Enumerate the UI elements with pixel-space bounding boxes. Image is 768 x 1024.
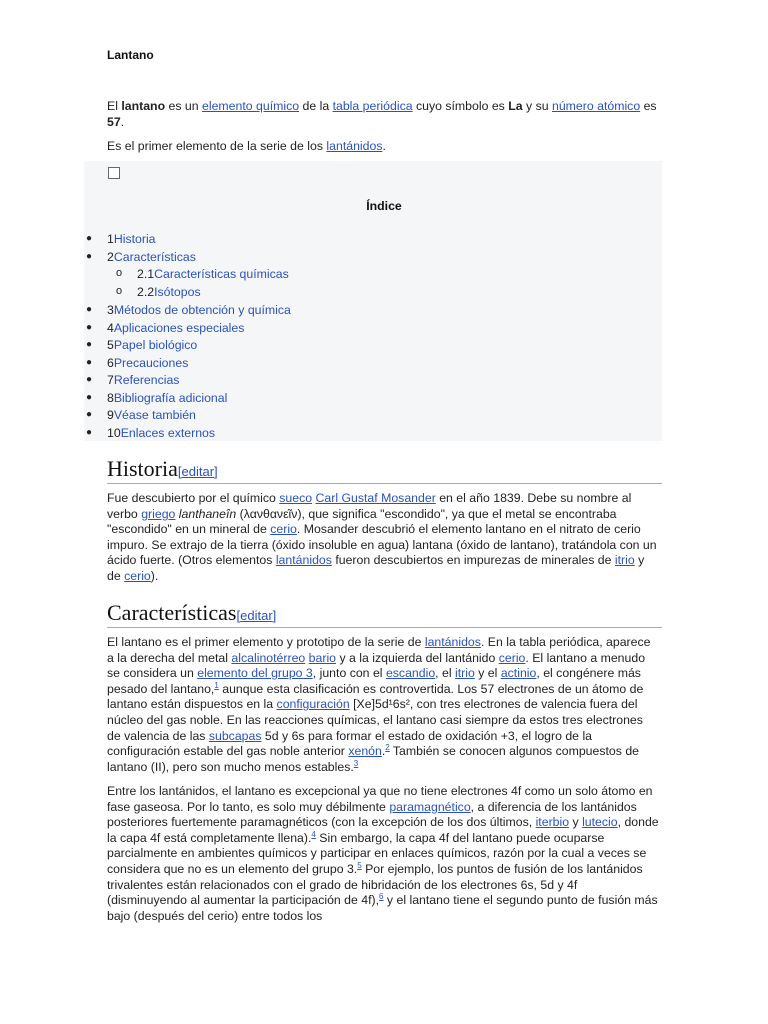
link-lutecio[interactable]: lutecio — [582, 815, 618, 830]
toc-toggle-checkbox[interactable] — [108, 167, 120, 179]
link-configuracion[interactable]: configuración — [276, 697, 350, 712]
link-iterbio[interactable]: iterbio — [535, 815, 570, 830]
edit-link-caracteristicas[interactable]: editar — [240, 608, 273, 623]
ref-4[interactable]: 4 — [311, 829, 316, 839]
link-tabla-periodica[interactable]: tabla periódica — [332, 99, 413, 113]
caracteristicas-paragraph-2: Entre los lantánidos, el lantano es excepcional ya que no tiene electrones 4f como un solo átomo en fase gaseosa. Por lo tanto, es solo muy débilmente paramagnético, a diferencia de los lantánidos posteriores fuertemente paramagnéticos (con la excepción de los dos últimos, iterbio y lutecio, donde la capa 4f está completamente llena).$^4$ Sin embargo, la capa 4f del lantano puede ocuparse parcialmente en ambientes químicos y participar en enlaces químicos, razón por la cual a veces se considera que no es un elemento del grupo 3.$^5$ Por ejemplo, los puntos de fusión de los lantánidos trivalentes están relacionados con el grado de hibridación de los electrones 6s, 5d y 4f (disminuyendo al aumentar la participación de 4f),$^6$ y el lantano tiene el segundo punto de fusión más bajo (después del cerio) entre todos los — [107, 784, 659, 923]
intro-paragraph-2: Es el primer elemento de la serie de los lantánidos. — [107, 139, 386, 153]
link-bario[interactable]: bario — [308, 650, 337, 665]
link-elemento-quimico[interactable]: elemento químico — [202, 99, 300, 113]
ref-6[interactable]: 6 — [379, 892, 384, 902]
ref-2[interactable]: 2 — [385, 743, 390, 753]
caracteristicas-paragraph-1: El lantano es el primer elemento y prototipo de la serie de lantánidos. En la tabla periódica, aparece a la derecha del metal alcalinotérreo bario y a la izquierda del lantánido cerio. El lantano a menudo se considera un elemento del grupo 3, junto con el escandio, el itrio y el actinio, el congénere más pesado del lantano,$^1$ aunque esta clasificación es controvertida. Los 57 electrones de un átomo de lantano están dispuestos en la configuración [Xe]5d¹6s², con tres electrones de valencia fuera del núcleo del gas noble. En las reacciones químicas, el lantano casi siempre da estos tres electrones de valencia de las subcapas 5d y 6s para formar el estado de oxidación +3, el logro de la configuración estable del gas noble anterior xenón.$^2$ También se conocen algunos compuestos de lantano (II), pero son mucho menos estables.$^3$ — [107, 635, 651, 774]
ref-5[interactable]: 5 — [357, 860, 362, 870]
link-lantanidos[interactable]: lantánidos — [326, 139, 383, 153]
link-itrio[interactable]: itrio — [614, 553, 635, 568]
link-sueco[interactable]: sueco — [279, 491, 313, 505]
heading-historia: Historia[editar] — [107, 456, 662, 484]
link-griego[interactable]: griego — [141, 506, 176, 521]
link-cerio-2[interactable]: cerio — [124, 568, 151, 583]
link-lantanidos-3[interactable]: lantánidos — [424, 635, 481, 649]
historia-paragraph: Fue descubierto por el químico sueco Carl Gustaf Mosander en el año 1839. Debe su nombre al verbo griego lanthaneîn (λανθανεῖν), que significa "escondido", ya que el metal se encontraba "escondido" en un mineral de cerio. Mosander descubrió el elemento lantano en el nitrato de cerio impuro. Se extrajo de la tierra (óxido insoluble en agua) lantana (óxido de lantano), tratándola con un ácido fuerte. (Otros elementos lantánidos fueron descubiertos en impurezas de minerales de itrio y de cerio). — [107, 491, 657, 583]
link-grupo-3[interactable]: elemento del grupo 3 — [197, 666, 313, 681]
link-subcapas[interactable]: subcapas — [208, 728, 262, 743]
ref-1[interactable]: 1 — [214, 680, 219, 690]
edit-link-historia[interactable]: editar — [181, 464, 215, 479]
link-mosander[interactable]: Carl Gustaf Mosander — [315, 491, 436, 505]
link-cerio[interactable]: cerio — [270, 522, 297, 537]
heading-caracteristicas: Características[editar] — [107, 600, 662, 628]
link-xenon[interactable]: xenón — [348, 744, 382, 759]
link-escandio[interactable]: escandio — [385, 666, 436, 681]
toc-title: Índice — [366, 199, 402, 213]
link-alcalinoterreo[interactable]: alcalinotérreo — [231, 650, 306, 665]
ref-3[interactable]: 3 — [353, 758, 359, 768]
link-itrio-2[interactable]: itrio — [455, 666, 475, 681]
link-cerio-3[interactable]: cerio — [498, 650, 526, 665]
link-actinio[interactable]: actinio — [500, 666, 537, 681]
page-title: Lantano — [107, 48, 154, 62]
link-lantanidos-2[interactable]: lantánidos — [275, 553, 332, 568]
intro-paragraph: El lantano es un elemento químico de la tabla periódica cuyo símbolo es La y su número atómico es 57. — [107, 99, 657, 129]
link-numero-atomico[interactable]: número atómico — [552, 99, 641, 113]
link-paramagnetico[interactable]: paramagnético — [389, 799, 471, 814]
